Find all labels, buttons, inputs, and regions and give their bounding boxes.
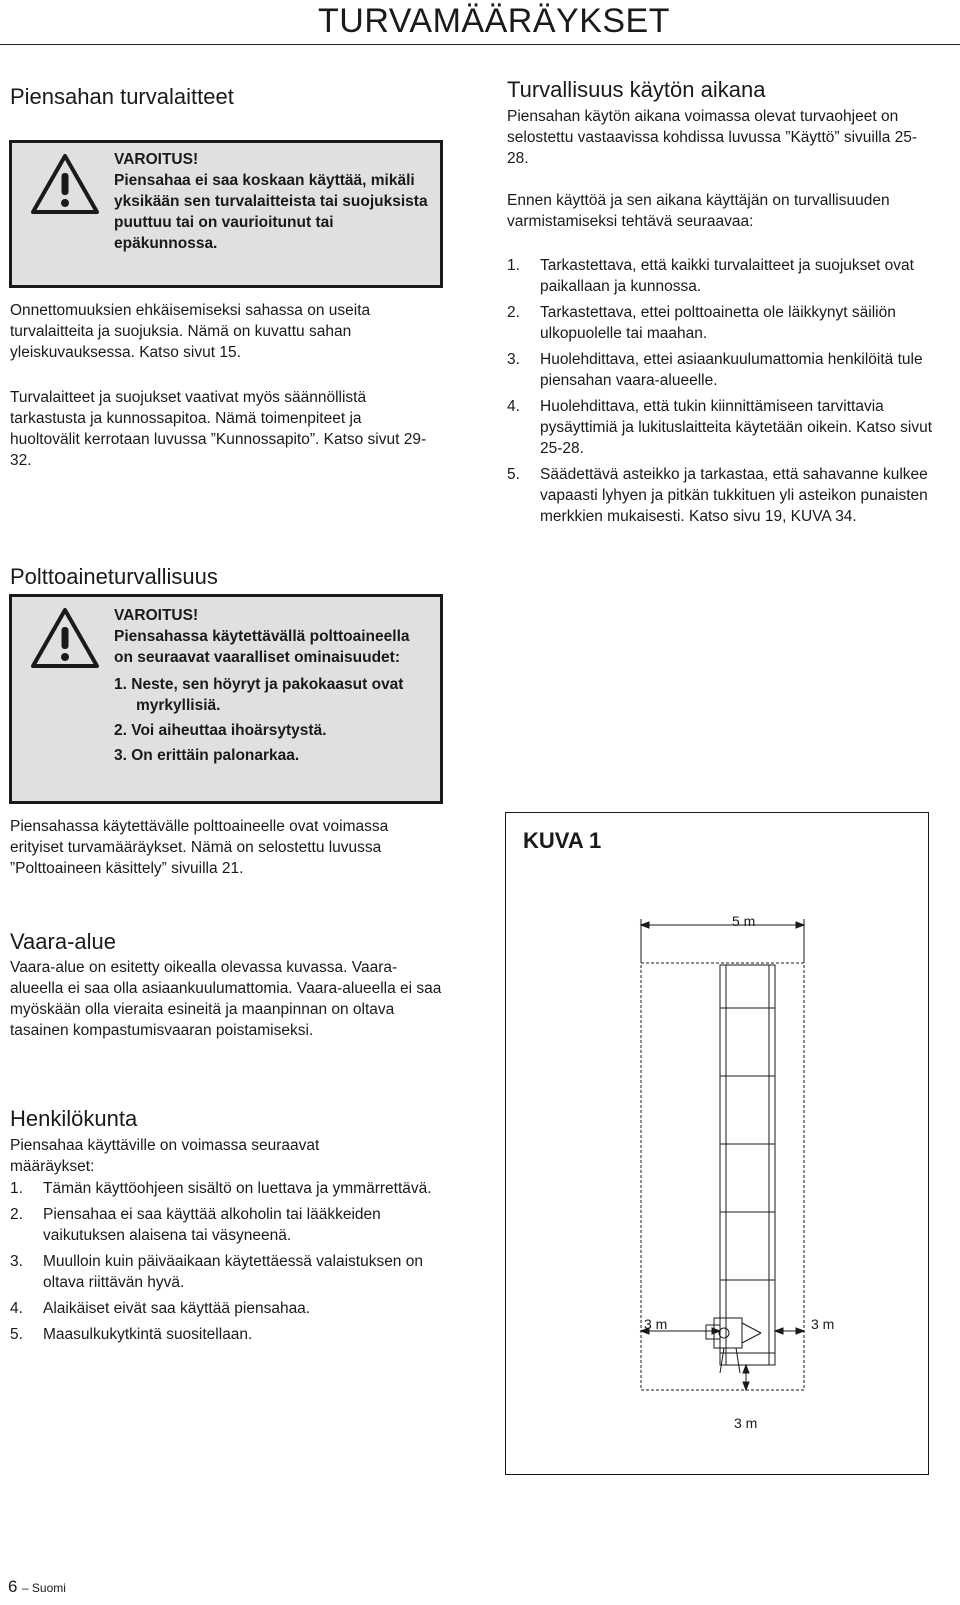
heading-henkilokunta: Henkilökunta	[10, 1106, 138, 1131]
warning-box-turvalaitteet	[9, 140, 443, 288]
warning-text: Piensahassa käytettävällä polttoaineella on seuraavat vaaralliset ominaisuudet:	[114, 628, 410, 666]
heading-polttoaine: Polttoaineturvallisuus	[10, 564, 218, 589]
dimension-label-bottom: 3 m	[734, 1415, 758, 1431]
footer-language: – Suomi	[21, 1581, 66, 1595]
figure-label: KUVA 1	[523, 828, 602, 853]
personnel-list	[10, 1178, 435, 1350]
page-title: TURVAMÄÄRÄYKSET	[318, 2, 670, 40]
warning-title: VAROITUS!	[114, 151, 199, 168]
heading-kayton-aikana: Turvallisuus käytön aikana	[507, 77, 766, 102]
list-item: 4. Huolehdittava, että tukin kiinnittämiseen tarvittavia pysäyttimiä ja lukituslaitteita käytetään oikein. Katso sivut 25-28.	[507, 398, 932, 457]
heading-turvalaitteet: Piensahan turvalaitteet	[10, 84, 234, 109]
list-item: 5. Maasulkukytkintä suositellaan.	[10, 1326, 253, 1343]
paragraph: Piensahaa käyttäville on voimassa seuraavat määräykset:	[10, 1137, 320, 1175]
paragraph: Ennen käyttöä ja sen aikana käyttäjän on turvallisuuden varmistamiseksi tehtävä seuraavaa:	[507, 192, 890, 230]
list-item: 1. Tarkastettava, että kaikki turvalaitteet ja suojukset ovat paikallaan ja kunnossa.	[507, 257, 914, 295]
list-item: 3. Huolehdittava, ettei asiaankuulumattomia henkilöitä tule piensahan vaara-alueelle.	[507, 351, 923, 389]
list-item: 1. Tämän käyttöohjeen sisältö on luettava ja ymmärrettävä.	[10, 1180, 432, 1197]
list-item: 2. Voi aiheuttaa ihoärsytystä.	[114, 722, 327, 739]
figure-danger-zone	[505, 812, 929, 1475]
paragraph: Vaara-alue on esitetty oikealla olevassa kuvassa. Vaara-alueella ei saa olla asiaankuulumattomia. Vaara-alueella ei saa myöskään olla vieraita esineitä ja maanpinnan on oltava tasainen kompastumisvaaran poistamiseksi.	[10, 959, 442, 1039]
list-item: 3. On erittäin palonarkaa.	[114, 747, 300, 764]
warning-triangle-icon	[30, 153, 100, 215]
warning-triangle-icon	[30, 607, 100, 669]
page-footer	[8, 1577, 66, 1597]
warning-box-polttoaine	[9, 594, 443, 804]
paragraph: Piensahan käytön aikana voimassa olevat turvaohjeet on selostettu vastaavissa kohdissa luvussa ”Käyttö” sivuilla 25-28.	[507, 108, 918, 167]
list-item: 2. Piensahaa ei saa käyttää alkoholin tai lääkkeiden vaikutuksen alaisena tai väsyneenä.	[10, 1206, 381, 1244]
operation-list	[507, 255, 940, 532]
paragraph: Piensahassa käytettävälle polttoaineelle ovat voimassa erityiset turvamääräykset. Nämä on selostettu luvussa ”Polttoaineen käsittely” sivuilla 21.	[10, 818, 389, 877]
list-item: 1. Neste, sen höyryt ja pakokaasut ovat myrkyllisiä.	[114, 676, 404, 714]
warning-list	[114, 674, 428, 766]
warning-text: Piensahaa ei saa koskaan käyttää, mikäli yksikään sen turvalaitteista tai suojuksista puuttuu tai on vaurioitunut tai epäkunnossa.	[114, 172, 428, 252]
dimension-label-top: 5 m	[732, 913, 756, 929]
list-item: 3. Muulloin kuin päiväaikaan käytettäessä valaistuksen on oltava riittävän hyvä.	[10, 1253, 423, 1291]
danger-zone-diagram	[506, 813, 928, 1474]
list-item: 5. Säädettävä asteikko ja tarkastaa, että sahavanne kulkee vapaasti lyhyen ja pitkän tukkituen yli asteikon punaisten merkkien mukaisesti. Katso sivu 19, KUVA 34.	[507, 466, 928, 525]
list-item: 2. Tarkastettava, ettei polttoainetta ole läikkynyt säiliön ulkopuolelle tai maahan.	[507, 304, 896, 342]
dimension-label-right: 3 m	[811, 1316, 835, 1332]
paragraph: Onnettomuuksien ehkäisemiseksi sahassa on useita turvalaitteita ja suojuksia. Nämä on kuvattu sahan yleiskuvauksessa. Katso sivut 15.	[10, 302, 371, 361]
dimension-label-left: 3 m	[644, 1316, 668, 1332]
paragraph: Turvalaitteet ja suojukset vaativat myös säännöllistä tarkastusta ja kunnossapitoa. Nämä toimenpiteet ja huoltovälit kerrotaan luvussa ”Kunnossapito”. Katso sivut 29-32.	[10, 389, 427, 469]
page-header	[0, 0, 960, 45]
page-number: 6	[8, 1577, 18, 1596]
list-item: 4. Alaikäiset eivät saa käyttää piensahaa.	[10, 1300, 311, 1317]
heading-vaara-alue: Vaara-alue	[10, 929, 116, 954]
warning-title: VAROITUS!	[114, 607, 199, 624]
